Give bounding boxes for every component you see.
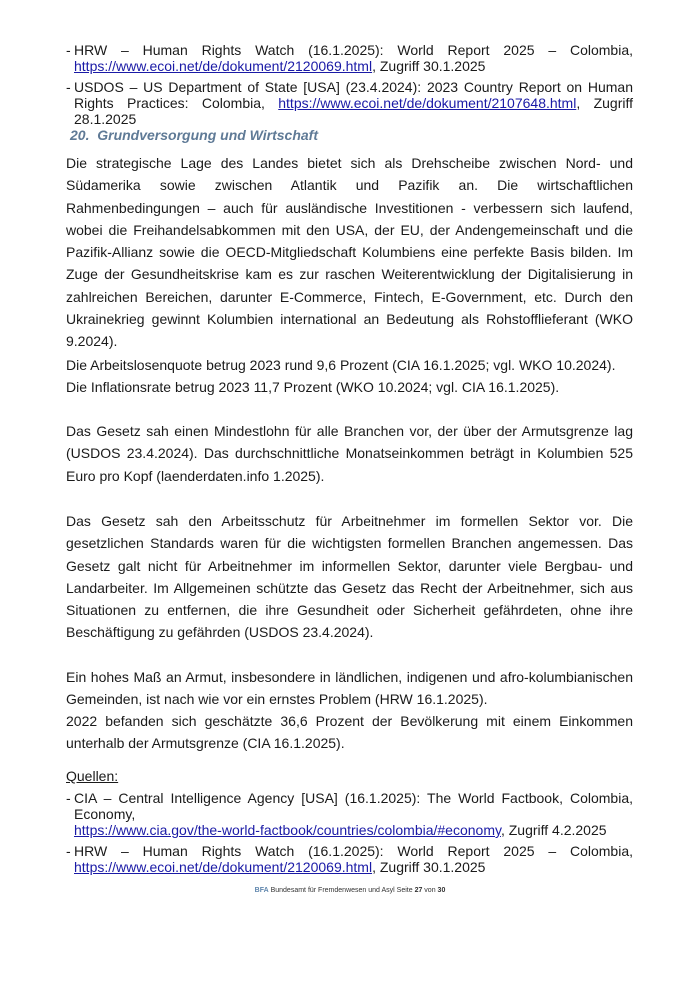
paragraph: Das Gesetz sah den Arbeitsschutz für Arbeitnehmer im formellen Sektor vor. Die gesetzlichen Standards waren für die wichtigsten formellen Branchen angemessen. Das Gesetz galt nicht für Arbeitnehmer im informellen Sektor, darunter viele Bergbau- und Landarbeiter. Im Allgemeinen schützte das Gesetz das Recht der Arbeitnehmer, sich aus Situationen zu entfernen, die ihre Gesundheit oder Sicherheit gefährdeten, ohne ihre Beschäftigung zu gefährden (USDOS 23.4.2024).: [66, 513, 633, 641]
paragraph: 2022 befanden sich geschätzte 36,6 Prozent der Bevölkerung mit einem Einkommen unterhalb der Armutsgrenze (CIA 16.1.2025).: [66, 713, 633, 752]
page-footer: [0, 887, 700, 894]
source-item: [66, 42, 633, 74]
paragraph: Die strategische Lage des Landes bietet sich als Drehscheibe zwischen Nord- und Südamerika sowie zwischen Atlantik und Pazifik an. Die wirtschaftlichen Rahmenbedingungen – auch für ausländische Investitionen - verbessern sich laufend, wobei die Freihandelsabkommen mit den USA, der EU, der Andengemeinschaft und die Pazifik-Allianz sowie die OECD-Mitgliedschaft Kolumbiens eine perfekte Basis bilden. Im Zuge der Gesundheitskrise kam es zur raschen Weiterentwicklung der Digitalisierung in zahlreichen Bereichen, darunter E-Commerce, Fintech, E-Government, etc. Durch den Ukrainekrieg gewinnt Kolumbien international an Bedeutung als Rohstofflieferant (WKO 9.2024).: [66, 155, 633, 350]
source-access: , Zugriff 30.1.2025: [372, 58, 486, 74]
source-link[interactable]: https://www.cia.gov/the-world-factbook/countries/colombia/#economy: [74, 822, 501, 838]
page-number: 27: [414, 887, 423, 894]
footer-logo: BFA: [254, 887, 269, 894]
source-link[interactable]: https://www.ecoi.net/de/dokument/2120069.html: [74, 859, 373, 875]
section-heading: 20. Grundversorgung und Wirtschaft: [70, 127, 319, 143]
footer-text: Bundesamt für Fremdenwesen und Asyl Seite: [268, 887, 415, 894]
paragraph: Ein hohes Maß an Armut, insbesondere in ländlichen, indigenen und afro-kolumbianischen Gemeinden, ist nach wie vor ein ernstes Problem (HRW 16.1.2025).: [66, 669, 633, 708]
list-dash: -: [66, 42, 71, 58]
source-access: , Zugriff 4.2.2025: [500, 822, 607, 838]
source-access: , Zugriff 28.1.2025: [74, 95, 633, 127]
source-link[interactable]: https://www.ecoi.net/de/dokument/2120069.html: [74, 58, 373, 74]
source-text: USDOS – US Department of State [USA] (23.4.2024): 2023 Country Report on Human Rights Practices: Colombia,: [74, 79, 633, 111]
paragraph: Die Arbeitslosenquote betrug 2023 rund 9,6 Prozent (CIA 16.1.2025; vgl. WKO 10.2024).: [66, 357, 616, 373]
source-text: HRW – Human Rights Watch (16.1.2025): World Report 2025 – Colombia,: [74, 42, 633, 58]
list-dash: -: [66, 790, 71, 806]
sources-list: [66, 790, 633, 880]
source-item: [66, 790, 633, 838]
page-total: 30: [437, 887, 446, 894]
paragraph: Das Gesetz sah einen Mindestlohn für alle Branchen vor, der über der Armutsgrenze lag (USDOS 23.4.2024). Das durchschnittliche Monatseinkommen beträgt in Kolumbien 525 Euro pro Kopf (laenderdaten.info 1.2025).: [66, 423, 633, 484]
sources-label: Quellen:: [66, 768, 119, 784]
paragraph: Die Inflationsrate betrug 2023 11,7 Prozent (WKO 10.2024; vgl. CIA 16.1.2025).: [66, 379, 560, 395]
source-text: CIA – Central Intelligence Agency [USA] (16.1.2025): The World Factbook, Colombia, Economy,: [74, 790, 633, 822]
source-access: , Zugriff 30.1.2025: [372, 859, 486, 875]
source-item: [66, 79, 633, 127]
footer-of: von: [422, 887, 438, 894]
top-sources-list: [66, 42, 633, 132]
source-item: [66, 843, 633, 875]
source-link[interactable]: https://www.ecoi.net/de/dokument/2107648.html: [278, 95, 577, 111]
source-text: HRW – Human Rights Watch (16.1.2025): World Report 2025 – Colombia,: [74, 843, 633, 859]
list-dash: -: [66, 843, 71, 859]
list-dash: -: [66, 79, 71, 95]
